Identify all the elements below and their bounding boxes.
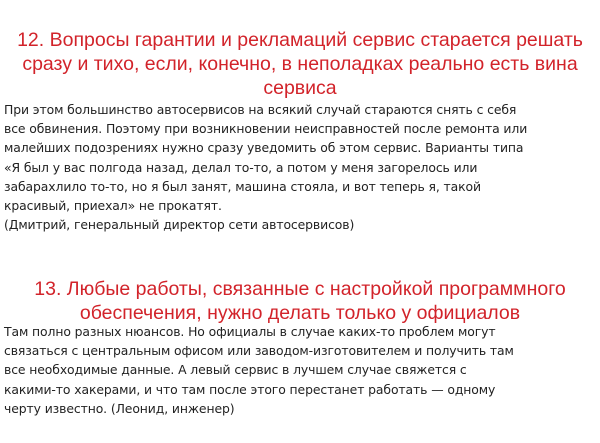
body-line: все необходимые данные. А левый сервис в лучшем случае свяжется с: [4, 362, 467, 378]
body-line: забарахлило то-то, но я был занят, машина стояла, и вот теперь я, такой: [4, 178, 481, 194]
body-line: малейших подозрениях нужно сразу уведомить об этом сервис. Варианты типа: [4, 140, 524, 156]
section-13-body: [4, 322, 600, 418]
section-12-heading: [0, 28, 600, 100]
body-line: какими-то хакерами, и что там после этого перестанет работать — одному: [4, 381, 496, 397]
heading-line: сервиса: [263, 77, 337, 99]
section-12-body: [4, 100, 600, 234]
heading-line: 12. Вопросы гарантии и рекламаций сервис старается решать: [17, 29, 583, 51]
body-line: связаться с центральным офисом или заводом-изготовителем и получить там: [4, 343, 514, 359]
body-line: черту известно. (Леонид, инженер): [4, 400, 235, 416]
body-line: красивый, приехал» не прокатят.: [4, 198, 222, 214]
heading-line: 13. Любые работы, связанные с настройкой программного: [34, 278, 566, 300]
body-line: При этом большинство автосервисов на всякий случай стараются снять с себя: [4, 102, 517, 117]
body-line: «Я был у вас полгода назад, делал то-то, а потом у меня загорелось или: [4, 159, 478, 175]
attribution-line: (Дмитрий, генеральный директор сети автосервисов): [4, 217, 355, 233]
body-line: все обвинения. Поэтому при возникновении неисправностей после ремонта или: [4, 121, 528, 137]
body-line: Там полно разных нюансов. Но официалы в случае каких-то проблем могут: [4, 324, 496, 339]
heading-line: обеспечения, нужно делать только у официалов: [79, 302, 521, 324]
heading-line: сразу и тихо, если, конечно, в неполадках реально есть вина: [22, 53, 578, 75]
section-13-heading: [0, 277, 600, 325]
